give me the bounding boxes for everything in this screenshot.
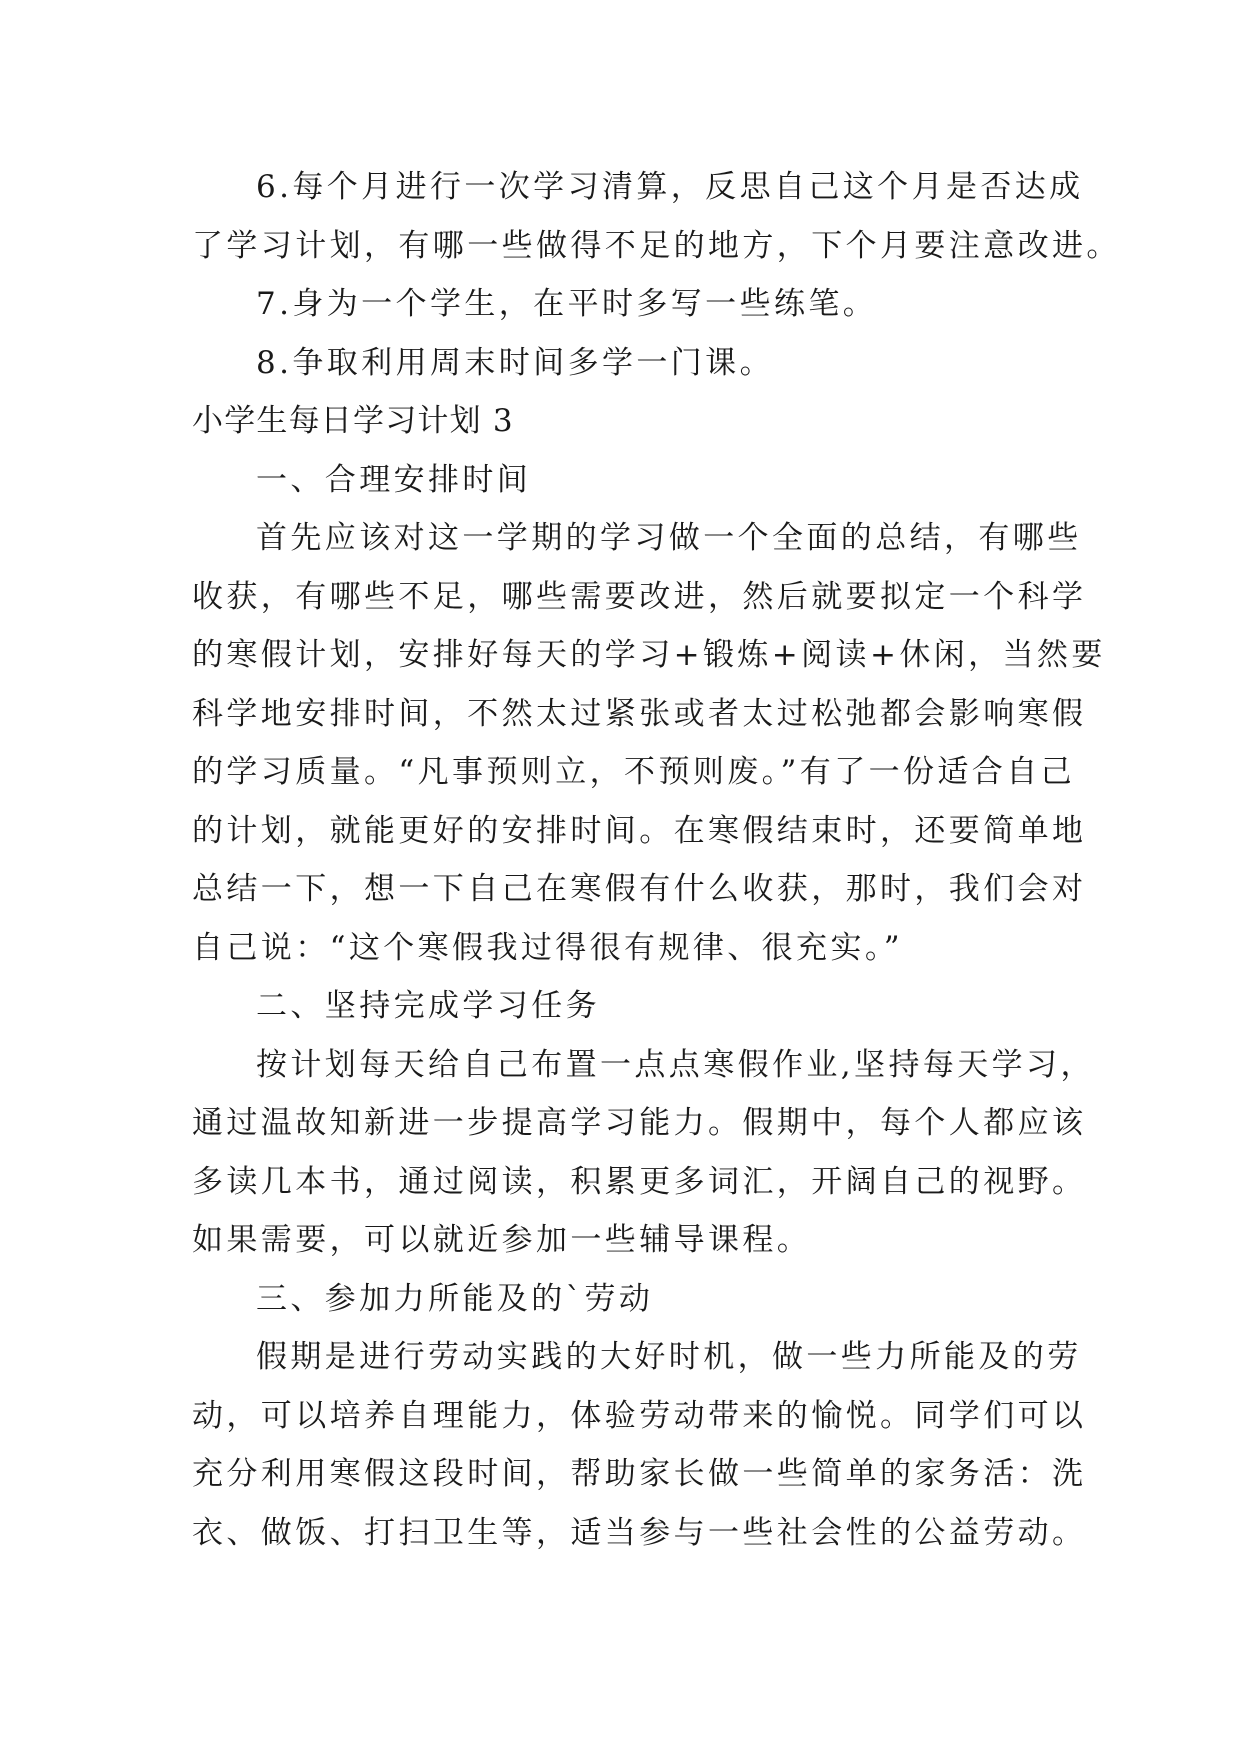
text-line: 如果需要，可以就近参加一些辅导课程。: [192, 1222, 812, 1258]
text-line: 假期是进行劳动实践的大好时机，做一些力所能及的劳: [256, 1339, 1082, 1375]
document-body: [192, 158, 1121, 1562]
text-line: 收获，有哪些不足，哪些需要改进，然后就要拟定一个科学: [192, 578, 1087, 615]
subheading: 三、参加力所能及的`劳动: [256, 1280, 654, 1317]
text-line: 8.争取利用周末时间多学一门课。: [256, 344, 774, 381]
text-line: 首先应该对这一学期的学习做一个全面的总结，有哪些: [256, 520, 1082, 556]
section-title: 小学生每日学习计划 3: [192, 403, 514, 439]
text-line: 充分利用寒假这段时间，帮助家长做一些简单的家务活：洗: [192, 1456, 1087, 1492]
subheading: 一、合理安排时间: [256, 461, 532, 498]
text-line: 的寒假计划，安排好每天的学习+锻炼+阅读+休闲，当然要: [192, 637, 1106, 673]
text-line: 按计划每天给自己布置一点点寒假作业,坚持每天学习，: [256, 1046, 1095, 1083]
text-line: 7.身为一个学生，在平时多写一些练笔。: [256, 286, 878, 322]
text-line: 总结一下，想一下自己在寒假有什么收获，那时，我们会对: [192, 871, 1087, 907]
text-line: 的计划，就能更好的安排时间。在寒假结束时，还要简单地: [192, 812, 1087, 849]
text-line: 的学习质量。“凡事预则立，不预则废。”有了一份适合自己: [192, 754, 1075, 790]
text-line: 6.每个月进行一次学习清算，反思自己这个月是否达成: [256, 169, 1084, 205]
text-line: 科学地安排时间，不然太过紧张或者太过松弛都会影响寒假: [192, 695, 1087, 732]
text-line: 多读几本书，通过阅读，积累更多词汇，开阔自己的视野。: [192, 1163, 1087, 1200]
text-line: 自己说：“这个寒假我过得很有规律、很充实。”: [192, 929, 903, 966]
text-line: 衣、做饭、打扫卫生等，适当参与一些社会性的公益劳动。: [192, 1514, 1087, 1551]
text-line: 通过温故知新进一步提高学习能力。假期中，每个人都应该: [192, 1105, 1087, 1141]
text-line: 动，可以培养自理能力，体验劳动带来的愉悦。同学们可以: [192, 1397, 1087, 1434]
text-line: 了学习计划，有哪一些做得不足的地方，下个月要注意改进。: [192, 227, 1121, 264]
subheading: 二、坚持完成学习任务: [256, 988, 600, 1024]
